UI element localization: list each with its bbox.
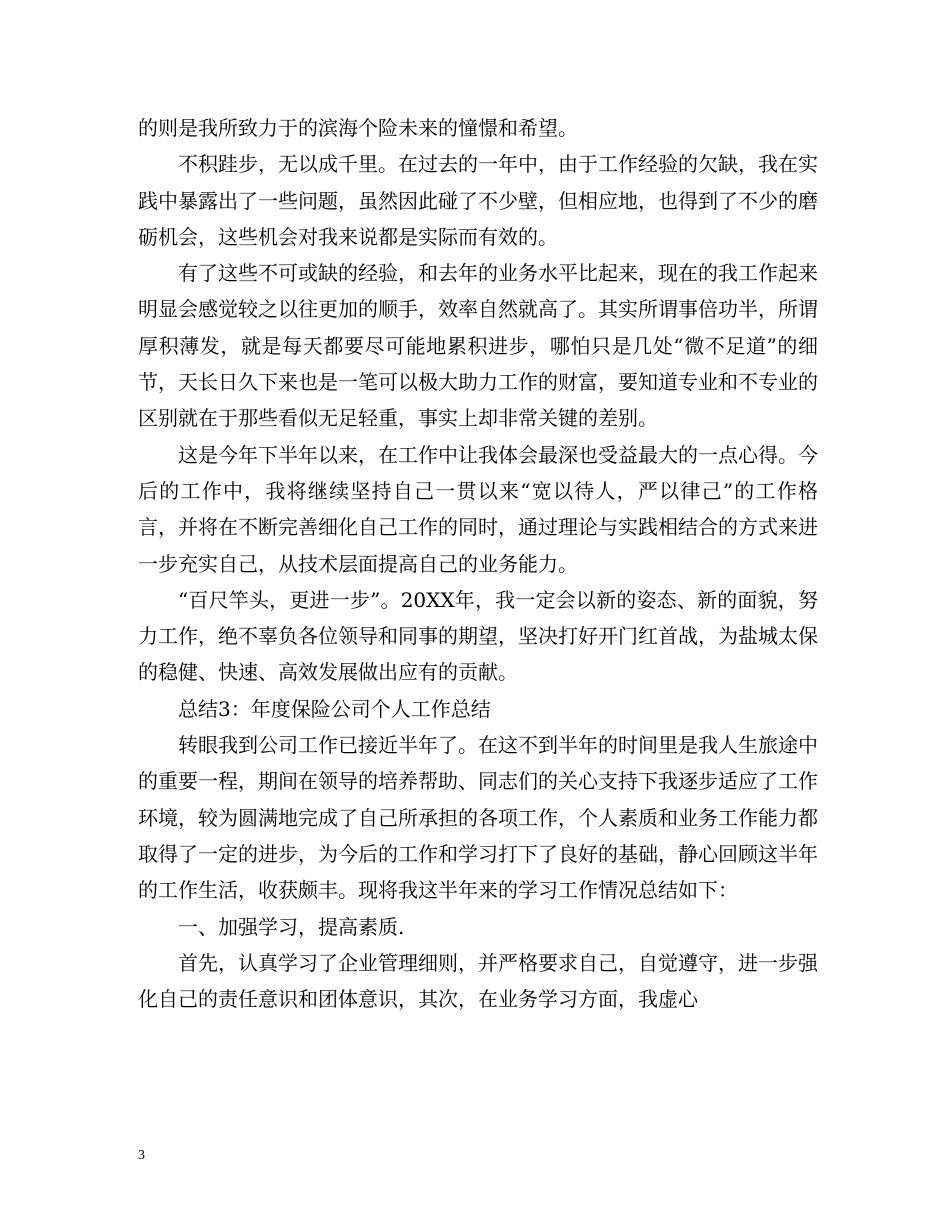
section-heading: 总结3：年度保险公司个人工作总结 bbox=[178, 696, 491, 721]
paragraph-7: 转眼我到公司工作已接近半年了。在这不到半年的时间里是我人生旅途中的重要一程，期间在领导的培养帮助、同志们的关心支持下我逐步适应了工作环境，较为圆满地完成了自己所承担的各项工作，个人素质和业务工作能力都取得了一定的进步，为今后的工作和学习打下了良好的基础，静心回顾这半年的工作生活，收获颇丰。现将我这半年来的学习工作情况总结如下： bbox=[138, 733, 818, 903]
paragraph-1: 的则是我所致力于的滨海个险未来的憧憬和希望。 bbox=[138, 116, 578, 140]
paragraph-9: 首先，认真学习了企业管理细则，并严格要求自己，自觉遵守，进一步强化自己的责任意识和团体意识，其次，在业务学习方面，我虚心 bbox=[138, 950, 818, 1012]
paragraph-3: 有了这些不可或缺的经验，和去年的业务水平比起来，现在的我工作起来明显会感觉较之以往更加的顺手，效率自然就高了。其实所谓事倍功半，所谓厚积薄发，就是每天都要尽可能地累积进步，哪怕只是几处“微不足道”的细节，天长日久下来也是一笔可以极大助力工作的财富，要知道专业和不专业的区别就在于那些看似无足轻重，事实上却非常关键的差别。 bbox=[138, 261, 818, 431]
document-body bbox=[138, 110, 818, 1017]
paragraph-5: “百尺竿头，更进一步”。20XX年，我一定会以新的姿态、新的面貌，努力工作，绝不辜负各位领导和同事的期望，坚决打好开门红首战，为盐城太保的稳健、快速、高效发展做出应有的贡献。 bbox=[138, 587, 818, 685]
page-number: 3 bbox=[138, 1148, 145, 1163]
paragraph-2: 不积跬步，无以成千里。在过去的一年中，由于工作经验的欠缺，我在实践中暴露出了一些问题，虽然因此碰了不少壁，但相应地，也得到了不少的磨砺机会，这些机会对我来说都是实际而有效的。 bbox=[138, 152, 818, 249]
paragraph-4: 这是今年下半年以来，在工作中让我体会最深也受益最大的一点心得。今后的工作中，我将继续坚持自己一贯以来“宽以待人，严以律己”的工作格言，并将在不断完善细化自己工作的同时，通过理论与实践相结合的方式来进一步充实自己，从技术层面提高自己的业务能力。 bbox=[138, 442, 818, 576]
subsection-heading: 一、加强学习，提高素质. bbox=[178, 914, 405, 939]
